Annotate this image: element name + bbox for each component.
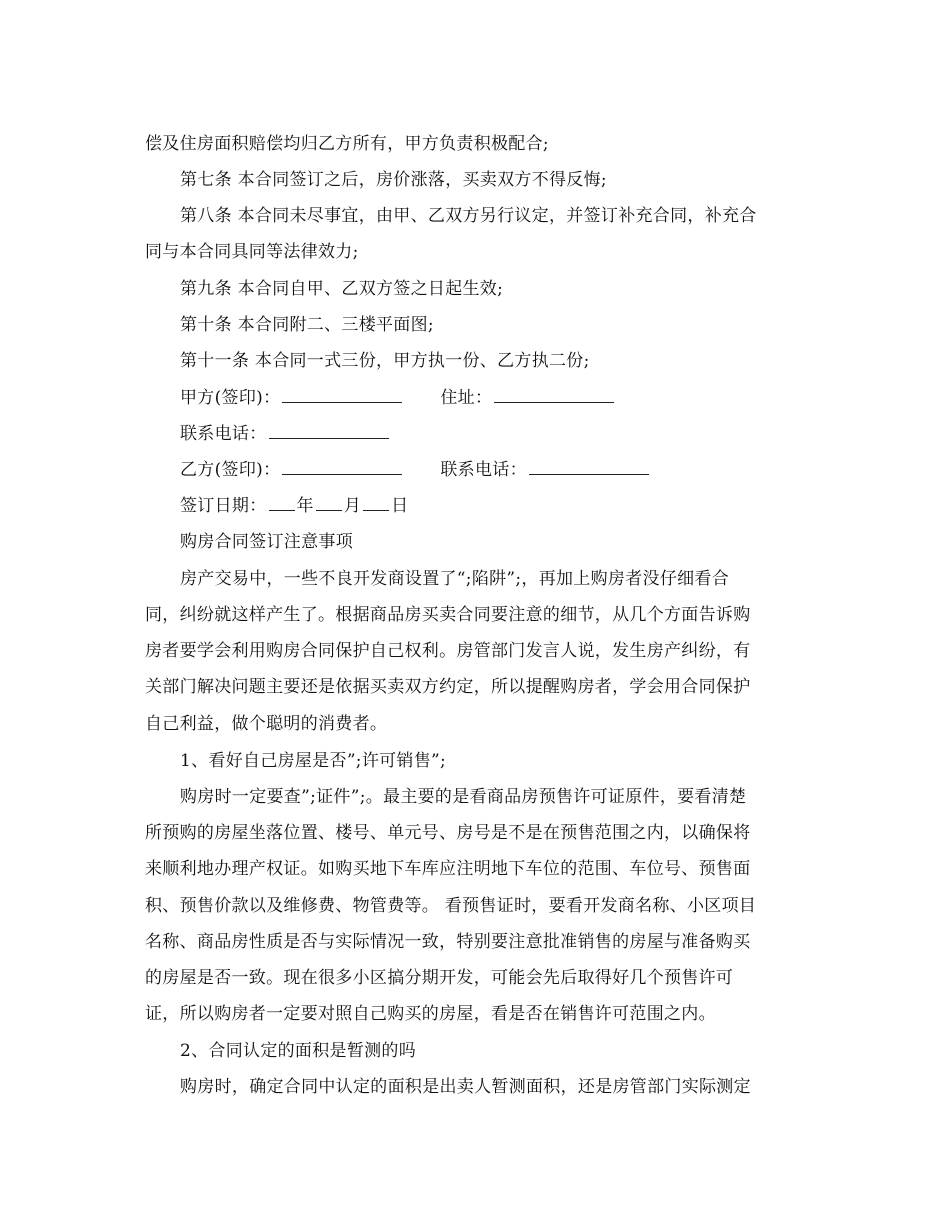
item-1-line: 来顺利地办理产权证。如购买地下车库应注明地下车位的范围、车位号、预售面 <box>145 859 751 879</box>
item-1-line: 的房屋是否一致。现在很多小区搞分期开发，可能会先后取得好几个预售许可 <box>145 968 734 988</box>
signature-row-phone <box>180 423 845 445</box>
item-1-title: 1、看好自己房屋是否”;许可销售”; <box>180 751 447 771</box>
intro-line: 关部门解决问题主要还是依据买卖双方约定，所以提醒购房者，学会用合同保护 <box>145 677 751 697</box>
party-b-label: 乙方(签印)： <box>180 460 281 480</box>
item-1-line: 购房时一定要查”;证件”;。最主要的是看商品房预售许可证原件，要看清楚 <box>180 787 747 807</box>
section-title: 购房合同签订注意事项 <box>180 532 353 552</box>
intro-line: 房产交易中，一些不良开发商设置了“;陷阱”;，再加上购房者没仔细看合 <box>180 569 730 589</box>
day-label: 日 <box>391 496 409 516</box>
text-line: 同与本合同具同等法律效力; <box>145 242 359 262</box>
party-b-blank <box>282 460 402 475</box>
item-1-line: 积、预售价款以及维修费、物管费等。 看预售证时，要看开发商名称、小区项目 <box>145 896 757 916</box>
clause-7: 第七条 本合同签订之后，房价涨落，买卖双方不得反悔; <box>180 170 607 190</box>
signature-row-party-a <box>180 387 845 409</box>
intro-line: 自己利益，做个聪明的消费者。 <box>145 714 388 734</box>
clause-10: 第十条 本合同附二、三楼平面图; <box>180 315 434 335</box>
party-a-label: 甲方(签印)： <box>180 388 281 408</box>
month-label: 月 <box>343 496 362 516</box>
year-blank <box>269 496 295 511</box>
text-line: 偿及住房面积赔偿均归乙方所有，甲方负责积极配合; <box>145 134 549 154</box>
intro-line: 同，纠纷就这样产生了。根据商品房买卖合同要注意的细节，从几个方面告诉购 <box>145 605 751 625</box>
party-a-blank <box>282 388 402 403</box>
item-1-line: 名称、商品房性质是否与实际情况一致，特别要注意批准销售的房屋与准备购买 <box>145 932 751 952</box>
item-1-line: 所预购的房屋坐落位置、楼号、单元号、房号是不是在预售范围之内，以确保将 <box>145 823 751 843</box>
clause-9: 第九条 本合同自甲、乙双方签之日起生效; <box>180 279 504 299</box>
signing-date-row <box>180 495 845 517</box>
item-2-title: 2、合同认定的面积是暂测的吗 <box>180 1041 417 1061</box>
item-2-line: 购房时，确定合同中认定的面积是出卖人暂测面积，还是房管部门实际测定 <box>180 1077 751 1097</box>
address-blank <box>494 388 614 403</box>
clause-8: 第八条 本合同未尽事宜，由甲、乙双方另行议定，并签订补充合同，补充合 <box>180 206 757 226</box>
year-label: 年 <box>296 496 314 516</box>
address-label: 住址： <box>440 388 493 408</box>
phone-blank <box>269 424 389 439</box>
intro-line: 房者要学会利用购房合同保护自己权利。房管部门发言人说，发生房产纠纷，有 <box>145 641 751 661</box>
month-blank <box>316 496 342 511</box>
phone-label: 联系电话： <box>440 460 527 480</box>
signature-row-party-b <box>180 459 845 481</box>
item-1-line: 证，所以购房者一定要对照自己购买的房屋，看是否在销售许可范围之内。 <box>145 1004 716 1024</box>
phone-blank <box>529 460 649 475</box>
clause-11: 第十一条 本合同一式三份，甲方执一份、乙方执二份; <box>180 351 590 371</box>
day-blank <box>363 496 389 511</box>
date-label: 签订日期： <box>180 496 267 516</box>
phone-label: 联系电话： <box>180 424 267 444</box>
